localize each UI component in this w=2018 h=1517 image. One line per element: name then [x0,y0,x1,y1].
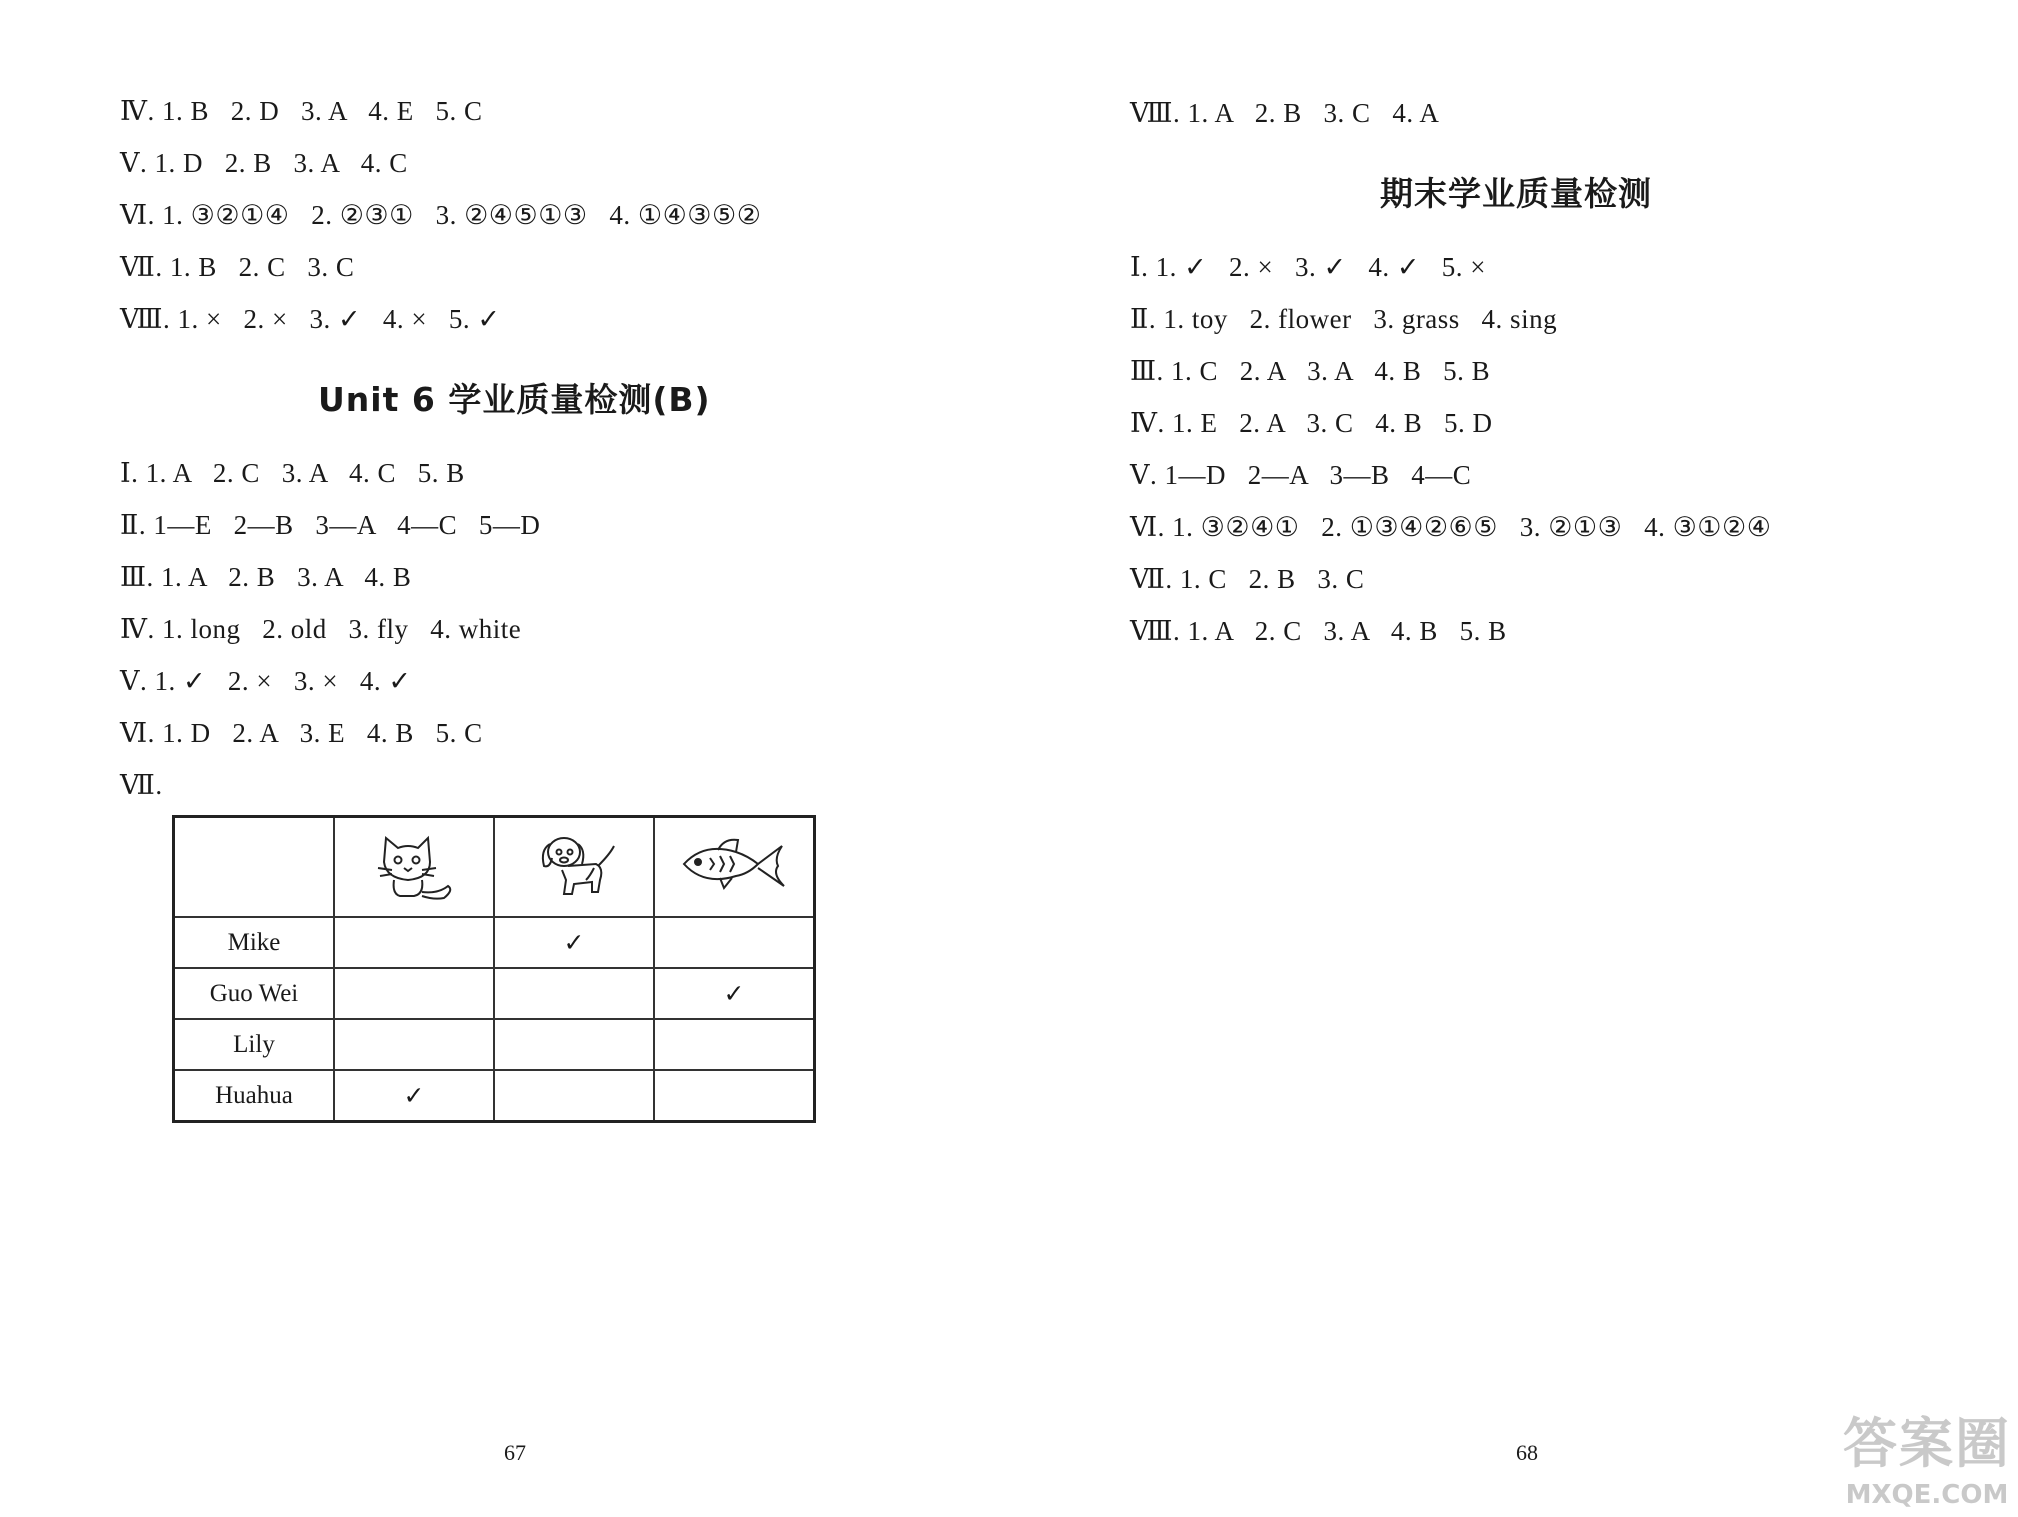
answer-line: Ⅰ. 1. ✓ 2. × 3. ✓ 4. ✓ 5. × [1130,252,1486,282]
answer-line: Ⅷ. 1. A 2. B 3. C 4. A [1130,98,1440,128]
answer-line: Ⅴ. 1—D 2—A 3—B 4—C [1130,460,1472,490]
student-name-cell: Lily [174,1019,335,1070]
answer-line: Ⅳ. 1. long 2. old 3. fly 4. white [120,614,522,644]
answer-line: Ⅴ. 1. ✓ 2. × 3. × 4. ✓ [120,666,412,696]
check-cell: ✓ [334,1070,494,1122]
answer-line: Ⅶ. [120,770,163,800]
answer-line: Ⅵ. 1. D 2. A 3. E 4. B 5. C [120,718,483,748]
watermark-logo [1842,1401,2012,1511]
page-number: 67 [504,1440,526,1465]
student-name-cell: Huahua [174,1070,335,1122]
answer-line: Ⅶ. 1. C 2. B 3. C [1130,564,1365,594]
answer-line: Ⅷ. 1. × 2. × 3. ✓ 4. × 5. ✓ [120,304,501,334]
answer-line: Ⅳ. 1. E 2. A 3. C 4. B 5. D [1130,408,1493,438]
answer-line: Ⅴ. 1. D 2. B 3. A 4. C [120,148,408,178]
answer-line: Ⅵ. 1. ③②④① 2. ①③④②⑥⑤ 3. ②①③ 4. ③①②④ [1130,512,1772,542]
answer-line: Ⅲ. 1. C 2. A 3. A 4. B 5. B [1130,356,1491,386]
student-name-cell: Mike [174,917,335,968]
section-heading: 期末学业质量检测 [1380,174,1652,213]
answer-line: Ⅱ. 1. toy 2. flower 3. grass 4. sing [1130,304,1558,334]
answer-line: Ⅵ. 1. ③②①④ 2. ②③① 3. ②④⑤①③ 4. ①④③⑤② [120,200,762,230]
watermark-text: 答案圈 [1843,1412,2011,1475]
section-heading: Unit 6 学业质量检测(B) [318,380,711,419]
answer-line: Ⅱ. 1—E 2—B 3—A 4—C 5—D [120,510,541,540]
check-cell: ✓ [494,917,654,968]
check-cell: ✓ [654,968,815,1019]
answer-line: Ⅳ. 1. B 2. D 3. A 4. E 5. C [120,96,483,126]
answer-line: Ⅰ. 1. A 2. C 3. A 4. C 5. B [120,458,465,488]
watermark-url: MXQE.COM [1845,1480,2009,1510]
answer-line: Ⅶ. 1. B 2. C 3. C [120,252,355,282]
student-name-cell: Guo Wei [174,968,335,1019]
page-number: 68 [1516,1440,1538,1465]
answer-line: Ⅷ. 1. A 2. C 3. A 4. B 5. B [1130,616,1507,646]
answer-line: Ⅲ. 1. A 2. B 3. A 4. B [120,562,412,592]
